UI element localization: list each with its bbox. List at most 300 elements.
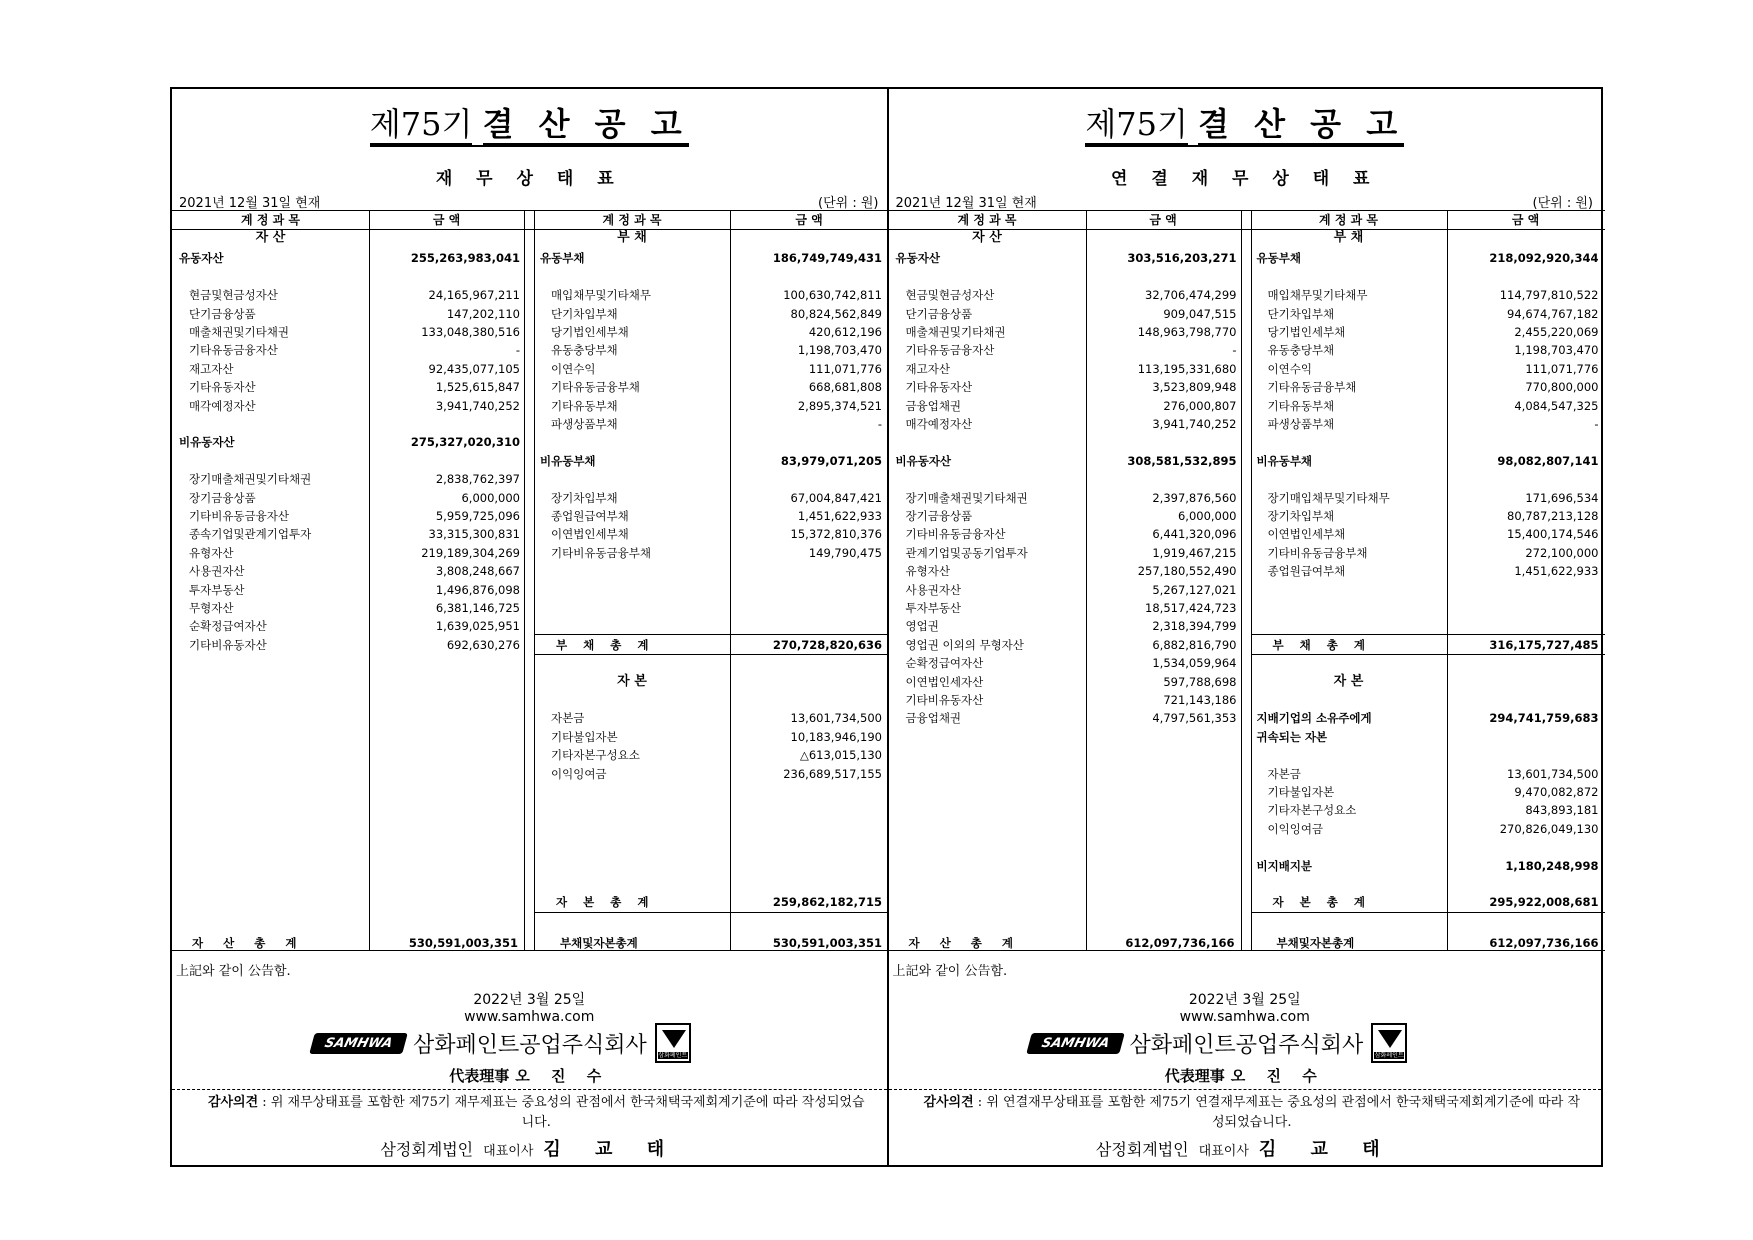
account-row-label: 장기매출채권및기타채권 xyxy=(189,472,312,487)
seal-label: 삼화페인트 xyxy=(1374,1052,1404,1059)
non-controlling-interest-row-label: 비지배지분 xyxy=(1256,858,1313,873)
account-row-label: 기타유동자산 xyxy=(189,380,256,395)
section-row-amount: 98,082,807,141 xyxy=(1497,453,1599,468)
section-row xyxy=(179,249,520,267)
account-row-label: 장기금융상품 xyxy=(189,490,256,505)
account-row-amount: 692,630,276 xyxy=(446,637,520,652)
account-row-label: 단기금융상품 xyxy=(189,306,256,321)
equity-row xyxy=(551,765,882,783)
title-underline xyxy=(370,105,689,147)
account-row-amount: 67,004,847,421 xyxy=(790,490,882,505)
auditor-firm: 삼정회계법인 xyxy=(1095,1140,1189,1159)
section-row-label: 비유동자산 xyxy=(179,435,235,450)
seal-triangle xyxy=(662,1030,686,1048)
account-row-label: 당기법인세부채 xyxy=(551,325,629,339)
account-row-amount: 147,202,110 xyxy=(446,306,520,321)
account-row xyxy=(1268,507,1599,525)
section-row xyxy=(540,452,882,470)
account-row-label: 종업원급여부채 xyxy=(1267,564,1346,579)
account-row-amount: - xyxy=(1232,343,1237,358)
account-row-amount: 80,824,562,849 xyxy=(790,306,882,321)
account-row-label: 영업권 xyxy=(905,619,939,634)
account-row-amount: 24,165,967,211 xyxy=(428,288,520,303)
assets-total-row-label: 자 산 총 계 xyxy=(192,936,305,950)
account-row-label: 기타유동금융자산 xyxy=(905,343,995,358)
auditor-name: 김 교 태 xyxy=(543,1139,679,1160)
account-row xyxy=(1268,341,1599,359)
equity-row-amount: 9,470,082,872 xyxy=(1514,785,1599,799)
account-row-label: 매각예정자산 xyxy=(905,417,973,431)
liabilities-equity-total-row-label: 부채및자본총계 xyxy=(560,936,638,950)
company-signature xyxy=(312,1026,732,1060)
account-row xyxy=(906,673,1237,691)
account-row xyxy=(906,654,1237,672)
account-row xyxy=(189,360,520,378)
account-row xyxy=(551,323,882,341)
audit-label: 감사의견 xyxy=(923,1095,974,1110)
section-row xyxy=(896,249,1237,267)
liabilities-total-row-label: 부 채 총 계 xyxy=(1272,637,1371,652)
non-controlling-interest-row-amount: 1,180,248,998 xyxy=(1505,858,1599,873)
liabilities-equity-total-row xyxy=(560,934,882,952)
title-prefix: 제75기 xyxy=(1085,105,1188,143)
assets-total-row xyxy=(192,934,518,952)
controlling-equity-amount: 294,741,759,683 xyxy=(1489,711,1599,726)
account-row-amount: 257,180,552,490 xyxy=(1137,564,1237,579)
section-row-amount: 275,327,020,310 xyxy=(410,435,520,450)
account-row-amount: 33,315,300,831 xyxy=(428,527,520,542)
liab-total-line xyxy=(534,634,888,635)
account-row xyxy=(189,507,520,525)
account-row-label: 순확정급여자산 xyxy=(189,619,267,634)
equity-row-amount: △613,015,130 xyxy=(799,748,882,763)
account-row-amount: 171,696,534 xyxy=(1525,490,1599,505)
section-row-amount: 218,092,920,344 xyxy=(1489,251,1599,266)
liabilities-total-row-amount: 270,728,820,636 xyxy=(772,637,882,652)
account-row-label: 현금및현금성자산 xyxy=(189,288,278,303)
title-main: 결 산 공 고 xyxy=(482,105,689,143)
table-column-divider xyxy=(1241,211,1242,950)
account-row-amount: 2,318,394,799 xyxy=(1152,619,1237,634)
account-row xyxy=(906,562,1237,580)
account-row-amount: 15,400,174,546 xyxy=(1507,527,1599,542)
section-row xyxy=(1257,452,1599,470)
account-row-amount: 15,372,810,376 xyxy=(790,527,882,542)
header-account-right: 계 정 과 목 xyxy=(1319,213,1378,227)
account-row xyxy=(906,323,1237,341)
section-row-label: 유동자산 xyxy=(179,251,224,266)
liabilities-total-row xyxy=(1273,636,1599,654)
account-row-amount: 114,797,810,522 xyxy=(1499,288,1599,303)
header-amount-left: 금 액 xyxy=(1149,213,1177,227)
account-row-amount: 420,612,196 xyxy=(808,325,882,339)
equity-row-label: 기타자본구성요소 xyxy=(551,748,640,763)
equity-total-line xyxy=(1251,912,1605,913)
account-row xyxy=(189,525,520,543)
account-row xyxy=(1268,286,1599,304)
account-row-amount: 2,838,762,397 xyxy=(435,472,520,487)
account-row-amount: - xyxy=(877,417,882,431)
account-row-amount: 1,496,876,098 xyxy=(435,582,520,597)
account-row-label: 이연수익 xyxy=(1267,361,1312,376)
account-row xyxy=(1268,360,1599,378)
section-row-amount: 308,581,532,895 xyxy=(1127,453,1237,468)
section-row xyxy=(896,452,1237,470)
seal-label: 삼화페인트 xyxy=(658,1052,688,1059)
table-column-divider xyxy=(534,211,535,950)
account-row-amount: 1,451,622,933 xyxy=(1514,564,1599,579)
account-row xyxy=(189,286,520,304)
announcement-date: 2022년 3월 25일 xyxy=(473,992,586,1008)
company-website[interactable]: www.samhwa.com xyxy=(464,1009,595,1025)
audit-opinion xyxy=(206,1093,867,1133)
account-row-amount: 1,919,467,215 xyxy=(1152,545,1237,560)
section-row-label: 유동부채 xyxy=(1256,251,1301,266)
account-row-label: 매각예정자산 xyxy=(189,398,256,413)
equity-total-line xyxy=(534,912,888,913)
equity-row-label: 이익잉여금 xyxy=(1267,821,1324,836)
account-row xyxy=(1268,378,1599,396)
assets-total-row-amount: 530,591,003,351 xyxy=(408,936,518,950)
account-row-amount: 133,048,380,516 xyxy=(421,325,520,339)
section-row-amount: 83,979,071,205 xyxy=(780,453,882,468)
account-row-amount: 668,681,808 xyxy=(808,380,882,395)
equity-row-amount: 236,689,517,155 xyxy=(783,766,882,781)
account-row-amount: 111,071,776 xyxy=(1525,361,1599,376)
account-row-amount: 597,788,698 xyxy=(1163,674,1237,689)
account-row-amount: 2,455,220,069 xyxy=(1514,325,1599,339)
account-row-amount: 3,941,740,252 xyxy=(1152,417,1237,431)
controlling-equity-row xyxy=(1257,709,1599,727)
account-row-amount: 3,941,740,252 xyxy=(435,398,520,413)
account-row-amount: 6,441,320,096 xyxy=(1152,527,1237,542)
account-row-amount: 4,084,547,325 xyxy=(1514,398,1599,413)
account-row-label: 기타유동금융부채 xyxy=(1267,380,1357,395)
section-row-amount: 303,516,203,271 xyxy=(1127,251,1237,266)
account-row xyxy=(1268,525,1599,543)
account-row xyxy=(189,470,520,488)
account-row xyxy=(551,415,882,433)
equity-row xyxy=(551,709,882,727)
account-row-label: 장기차입부채 xyxy=(551,490,618,505)
assets-total-row-amount: 612,097,736,166 xyxy=(1125,936,1235,950)
account-row xyxy=(906,544,1237,562)
company-logo: SAMHWA xyxy=(309,1033,408,1054)
account-row-amount: 272,100,000 xyxy=(1525,545,1599,560)
controlling-equity-row2 xyxy=(1257,728,1457,746)
account-row-label: 현금및현금성자산 xyxy=(905,288,995,303)
account-row-label: 기타유동금융자산 xyxy=(189,343,278,358)
audit-label: 감사의견 xyxy=(207,1095,259,1110)
account-row xyxy=(189,341,520,359)
account-row-amount: 111,071,776 xyxy=(808,361,882,376)
account-row xyxy=(189,599,520,617)
account-row-label: 장기매출채권및기타채권 xyxy=(905,490,1028,505)
account-row xyxy=(189,617,520,635)
announcement-notice: 上記와 같이 公告함. xyxy=(892,964,1008,979)
liab-total-line xyxy=(1251,654,1605,655)
section-row-label: 비유동부채 xyxy=(1256,453,1313,468)
account-row xyxy=(906,525,1237,543)
account-row-amount: 1,198,703,470 xyxy=(797,343,882,358)
account-row-label: 종업원급여부채 xyxy=(551,509,629,523)
seal-triangle xyxy=(1378,1030,1402,1048)
equity-row xyxy=(551,746,882,764)
header-amount-right: 금 액 xyxy=(795,213,823,227)
account-row xyxy=(906,691,1237,709)
account-row xyxy=(189,636,520,654)
header-account-right: 계 정 과 목 xyxy=(602,213,662,227)
ceo-line xyxy=(172,1065,887,1086)
announcement-date: 2022년 3월 25일 xyxy=(1188,992,1301,1008)
account-row xyxy=(906,489,1237,507)
account-row-label: 무형자산 xyxy=(189,601,234,615)
equity-row xyxy=(551,728,882,746)
equity-row-label: 자본금 xyxy=(551,711,585,726)
ceo-title: 代表理事 xyxy=(449,1067,510,1085)
title-underline xyxy=(1085,105,1404,147)
account-row-amount: 770,800,000 xyxy=(1525,380,1599,395)
audit-text: : 위 재무상태표를 포함한 제75기 재무제표는 중요성의 관점에서 한국채택국제회계기준에 따라 작성되었습니다. xyxy=(258,1095,865,1130)
auditor-role: 대표이사 xyxy=(1198,1144,1249,1159)
account-row-label: 유동충당부채 xyxy=(1267,343,1335,358)
account-row-amount: 113,195,331,680 xyxy=(1137,361,1237,376)
account-row-label: 기타비유동금융자산 xyxy=(905,527,1006,542)
account-row xyxy=(1268,305,1599,323)
controlling-equity-label2: 귀속되는 자본 xyxy=(1256,729,1328,744)
account-row-label: 금융업채권 xyxy=(905,711,962,726)
account-row xyxy=(189,544,520,562)
balance-sheet-table xyxy=(172,210,888,951)
equity-row-amount: 10,183,946,190 xyxy=(790,729,882,744)
statement-date: 2021년 12월 31일 현재 xyxy=(179,196,321,211)
assets-total-row-label: 자 산 총 계 xyxy=(908,936,1021,950)
account-row-label: 유동충당부채 xyxy=(551,343,618,358)
account-row xyxy=(906,415,1237,433)
account-row-amount: 2,397,876,560 xyxy=(1152,490,1237,505)
account-row xyxy=(551,544,882,562)
equity-total-row-label: 자 본 총 계 xyxy=(1272,895,1371,910)
equity-row-amount: 270,826,049,130 xyxy=(1499,821,1599,836)
account-row xyxy=(906,378,1237,396)
announcement-notice: 上記와 같이 公告함. xyxy=(176,964,291,979)
equity-total-row-amount: 295,922,008,681 xyxy=(1489,895,1599,910)
account-row xyxy=(906,709,1237,727)
equity-total-row-amount: 259,862,182,715 xyxy=(772,895,882,910)
account-row-label: 기타비유동자산 xyxy=(905,693,984,707)
account-row-label: 관계기업및공동기업투자 xyxy=(905,545,1028,560)
equity-total-row xyxy=(556,893,882,911)
statement-unit: (단위 : 원) xyxy=(1532,196,1593,211)
account-row-amount: 6,000,000 xyxy=(1177,509,1237,523)
auditor-line xyxy=(172,1135,887,1161)
equity-row xyxy=(1268,783,1599,801)
account-row xyxy=(1268,323,1599,341)
account-row-label: 장기차입부채 xyxy=(1267,509,1335,523)
ceo-title: 代表理事 xyxy=(1164,1067,1225,1085)
account-row-label: 장기금융상품 xyxy=(905,509,973,523)
company-seal-icon xyxy=(1371,1023,1407,1063)
account-row-amount: 5,959,725,096 xyxy=(435,509,520,523)
account-row-amount: 80,787,213,128 xyxy=(1507,509,1599,523)
assets-total-row xyxy=(909,934,1235,952)
title-prefix: 제75기 xyxy=(369,105,473,143)
table-column-divider xyxy=(524,211,525,950)
account-row xyxy=(189,489,520,507)
equity-heading: 자 본 xyxy=(617,673,647,689)
account-row xyxy=(551,360,882,378)
account-row-label: 재고자산 xyxy=(189,361,234,376)
account-row-amount: 4,797,561,353 xyxy=(1152,711,1237,726)
audit-text: : 위 연결재무상태표를 포함한 제75기 연결재무제표는 중요성의 관점에서 한국채택국제회계기준에 따라 작성되었습니다. xyxy=(973,1095,1581,1130)
account-row xyxy=(551,525,882,543)
account-row-label: 이연수익 xyxy=(551,361,596,376)
liab-total-line xyxy=(1251,634,1605,635)
liabilities-equity-total-row-amount: 530,591,003,351 xyxy=(772,936,882,950)
account-row-amount: 1,451,622,933 xyxy=(797,509,882,523)
account-row-label: 유형자산 xyxy=(189,545,234,560)
account-row-label: 이연법인세자산 xyxy=(905,674,984,689)
auditor-name: 김 교 태 xyxy=(1258,1139,1394,1160)
liabilities-heading: 부 채 xyxy=(617,230,647,245)
table-column-divider xyxy=(1251,211,1252,950)
account-row-label: 사용권자산 xyxy=(189,564,245,579)
account-row xyxy=(551,397,882,415)
account-row xyxy=(551,378,882,396)
account-row-amount: 32,706,474,299 xyxy=(1145,288,1237,303)
equity-row-label: 기타불입자본 xyxy=(551,729,618,744)
section-row xyxy=(540,249,882,267)
liab-total-line xyxy=(534,654,888,655)
company-website[interactable]: www.samhwa.com xyxy=(1179,1009,1310,1025)
account-row xyxy=(551,286,882,304)
audit-divider xyxy=(172,1089,887,1090)
account-row-label: 순확정급여자산 xyxy=(905,656,984,671)
account-row xyxy=(906,617,1237,635)
account-row-label: 기타비유동금융자산 xyxy=(189,509,289,523)
account-row xyxy=(906,305,1237,323)
equity-row-label: 기타불입자본 xyxy=(1267,785,1335,799)
equity-heading: 자 본 xyxy=(1333,673,1364,689)
account-row xyxy=(906,360,1237,378)
section-row-label: 비유동자산 xyxy=(895,453,952,468)
section-row-amount: 186,749,749,431 xyxy=(772,251,882,266)
account-row xyxy=(189,305,520,323)
account-row xyxy=(906,397,1237,415)
account-row-amount: 6,882,816,790 xyxy=(1152,637,1237,652)
assets-heading: 자 산 xyxy=(972,230,1002,245)
account-row xyxy=(906,507,1237,525)
consolidated-statement-panel xyxy=(887,89,1602,1165)
account-row-amount: 92,435,077,105 xyxy=(428,361,520,376)
announcement-frame xyxy=(170,87,1603,1167)
account-row-label: 매출채권및기타채권 xyxy=(905,325,1006,339)
liabilities-equity-total-row-amount: 612,097,736,166 xyxy=(1489,936,1599,950)
company-name: 삼화페인트공업주식회사 xyxy=(413,1032,647,1058)
account-row xyxy=(906,636,1237,654)
ceo-name: 오 진 수 xyxy=(515,1067,610,1085)
statement-subtitle: 재 무 상 태 표 xyxy=(435,169,623,189)
controlling-equity-label: 지배기업의 소유주에게 xyxy=(1256,711,1372,726)
equity-row xyxy=(1268,801,1599,819)
account-row-label: 매출채권및기타채권 xyxy=(189,325,289,339)
account-row xyxy=(906,341,1237,359)
section-row-label: 유동부채 xyxy=(540,251,585,266)
account-row-label: 투자부동산 xyxy=(189,582,245,597)
account-row-amount: 5,267,127,021 xyxy=(1152,582,1237,597)
account-row-amount: - xyxy=(515,343,520,358)
company-logo: SAMHWA xyxy=(1026,1033,1125,1054)
section-row xyxy=(1257,249,1599,267)
equity-row-label: 자본금 xyxy=(1267,766,1301,781)
account-row xyxy=(551,341,882,359)
account-row-label: 기타유동부채 xyxy=(1267,398,1335,413)
account-row-label: 파생상품부채 xyxy=(551,417,618,431)
account-row xyxy=(189,562,520,580)
account-row-label: 종속기업및관계기업투자 xyxy=(189,527,312,542)
account-row-amount: 276,000,807 xyxy=(1163,398,1237,413)
account-row-label: 매입채무및기타채무 xyxy=(1267,288,1368,303)
account-row xyxy=(1268,562,1599,580)
title-main: 결 산 공 고 xyxy=(1198,105,1405,143)
section-row-amount: 255,263,983,041 xyxy=(410,251,520,266)
account-row-amount: 94,674,767,182 xyxy=(1507,306,1599,321)
account-row-label: 기타비유동금융부채 xyxy=(551,545,651,560)
separate-statement-panel xyxy=(172,89,887,1165)
account-row-amount: 1,639,025,951 xyxy=(435,619,520,634)
account-row xyxy=(551,305,882,323)
account-row xyxy=(1268,415,1599,433)
account-row-label: 영업권 이외의 무형자산 xyxy=(905,637,1024,652)
account-row xyxy=(551,489,882,507)
account-row xyxy=(189,581,520,599)
header-amount-left: 금 액 xyxy=(432,213,461,227)
auditor-line xyxy=(889,1135,1602,1161)
account-row xyxy=(1268,489,1599,507)
account-row xyxy=(906,581,1237,599)
liabilities-total-row-label: 부 채 총 계 xyxy=(556,637,655,652)
equity-row-amount: 843,893,181 xyxy=(1525,803,1599,818)
equity-total-row-label: 자 본 총 계 xyxy=(556,895,655,910)
equity-row-amount: 13,601,734,500 xyxy=(790,711,882,726)
account-row-label: 단기차입부채 xyxy=(1267,306,1335,321)
statement-unit: (단위 : 원) xyxy=(818,196,879,211)
auditor-firm: 삼정회계법인 xyxy=(380,1140,474,1159)
liabilities-total-row xyxy=(556,636,882,654)
assets-heading: 자 산 xyxy=(255,230,286,245)
account-row-amount: 3,808,248,667 xyxy=(435,564,520,579)
account-row-amount: 6,000,000 xyxy=(461,490,520,505)
account-row-label: 재고자산 xyxy=(905,361,950,376)
account-row-amount: 6,381,146,725 xyxy=(435,601,520,615)
header-amount-right: 금 액 xyxy=(1511,213,1540,227)
account-row-label: 금융업채권 xyxy=(905,398,962,413)
account-row-label: 투자부동산 xyxy=(905,601,962,615)
account-row-label: 기타유동부채 xyxy=(551,398,618,413)
statement-date: 2021년 12월 31일 현재 xyxy=(895,196,1037,211)
account-row-label: 기타유동금융부채 xyxy=(551,380,640,395)
audit-opinion xyxy=(923,1093,1582,1133)
account-row-amount: 721,143,186 xyxy=(1163,693,1237,707)
account-row xyxy=(189,378,520,396)
account-row xyxy=(1268,544,1599,562)
account-row xyxy=(906,286,1237,304)
account-row xyxy=(189,397,520,415)
account-row xyxy=(906,599,1237,617)
equity-row-label: 기타자본구성요소 xyxy=(1267,803,1357,818)
account-row-amount: 3,523,809,948 xyxy=(1152,380,1237,395)
equity-row-label: 이익잉여금 xyxy=(551,766,607,781)
